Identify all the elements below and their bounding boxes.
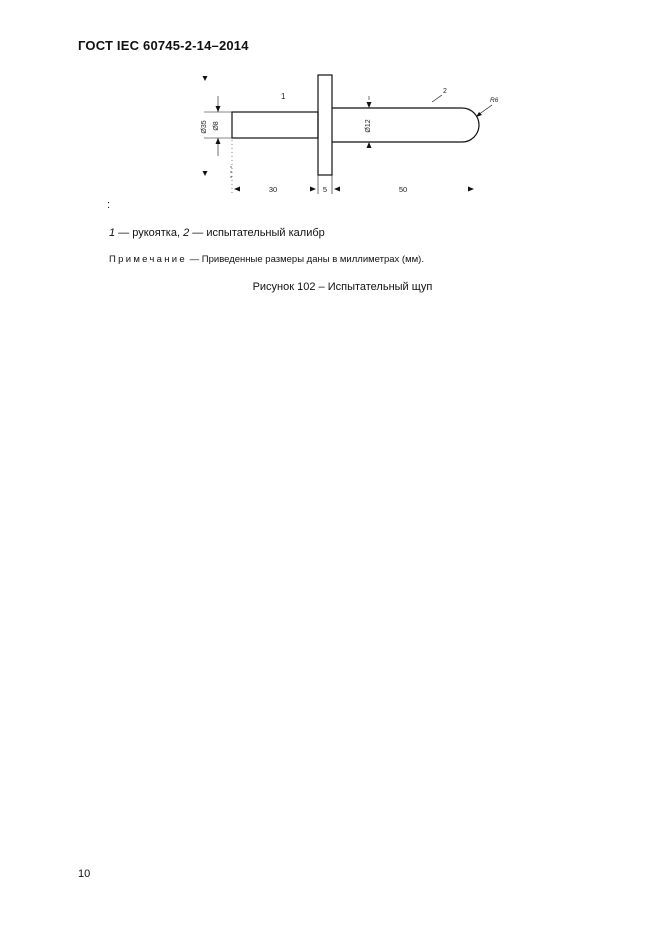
note-label: Примечание (109, 254, 187, 265)
part1-label: 1 (281, 92, 286, 101)
outer-top-arrow (203, 76, 208, 81)
arrow-gauge-left (334, 187, 340, 192)
legend-text-2: — испытательный калибр (189, 227, 325, 239)
left-arrow-down (216, 106, 221, 112)
arrow-handle-right (310, 187, 316, 192)
radius-label: R6 (490, 97, 499, 104)
part2-label: 2 (443, 88, 447, 95)
len-gauge-label: 50 (398, 185, 408, 194)
page-number: 10 (78, 868, 91, 880)
document-header: ГОСТ IEC 60745-2-14–2014 (78, 38, 249, 53)
figure-legend (109, 227, 325, 239)
legend-text-1: — рукоятка, (115, 227, 184, 239)
left-arrow-up (216, 138, 221, 144)
figure-caption-text: Рисунок 102 – Испытательный щуп (252, 281, 433, 293)
handle-shape (232, 112, 318, 138)
dia-gauge-label: Ø12 (365, 119, 372, 133)
note-text: — Приведенные размеры даны в миллиметрах (мм). (187, 254, 424, 265)
test-probe-figure (0, 0, 661, 220)
outer-bottom-arrow (203, 171, 208, 176)
legend-num-1: 1 (109, 227, 116, 239)
legend-num-2: 2 (183, 227, 190, 239)
arrow-handle-left (234, 187, 240, 192)
part2-leader (432, 95, 442, 102)
figure-note (109, 254, 424, 265)
gauge-arrow-up (367, 142, 372, 148)
separator-mark: : (107, 199, 111, 211)
dia-inner-label: Ø8 (213, 121, 220, 131)
len-handle-label: 30 (268, 185, 278, 194)
flange-shape (318, 75, 332, 175)
gauge-arrow-down (367, 102, 372, 108)
figure-caption (0, 281, 661, 293)
arrow-gauge-right (468, 187, 474, 192)
len-flange-label: 5 (322, 185, 328, 194)
gauge-shape (332, 108, 479, 142)
dia-outer-label: Ø35 (201, 120, 208, 134)
